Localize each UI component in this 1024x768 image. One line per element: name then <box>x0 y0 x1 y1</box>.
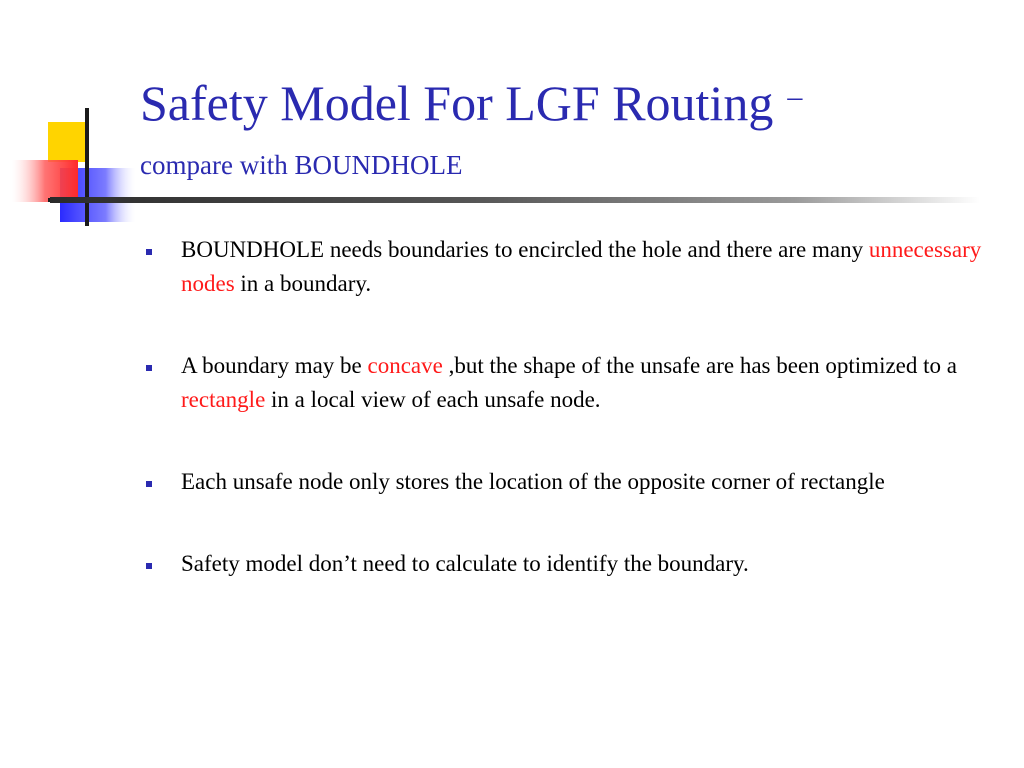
square-bullet-icon <box>146 249 152 255</box>
bullet-item <box>146 233 986 301</box>
title-text: Safety Model For LGF Routing <box>140 75 774 131</box>
slide-title <box>140 75 803 131</box>
bullet-item <box>146 349 986 417</box>
bullet-text: Safety model don’t need to calculate to identify the boundary. <box>181 551 749 576</box>
title-dash: – <box>787 80 803 113</box>
bullet-text: ,but the shape of the unsafe are has been optimized to a <box>442 353 957 378</box>
bullet-text: in a boundary. <box>234 271 372 296</box>
corner-color-block-icon <box>0 0 160 240</box>
square-bullet-icon <box>146 563 152 569</box>
bullet-item <box>146 547 986 581</box>
bullet-text: A boundary may be <box>181 353 368 378</box>
bullet-item <box>146 465 986 499</box>
highlighted-text: unnecessary nodes <box>181 237 982 296</box>
highlighted-text: rectangle <box>181 387 266 412</box>
bullet-list <box>146 233 986 581</box>
bullet-text: BOUNDHOLE needs boundaries to encircled the hole and there are many <box>181 237 869 262</box>
square-bullet-icon <box>146 365 152 371</box>
highlighted-text: concave <box>367 353 443 378</box>
bullet-text: Each unsafe node only stores the location of the opposite corner of rectangle <box>181 469 885 494</box>
slide-subtitle: compare with BOUNDHOLE <box>140 150 463 180</box>
square-bullet-icon <box>146 481 152 487</box>
bullet-text: in a local view of each unsafe node. <box>265 387 601 412</box>
title-divider <box>50 197 980 203</box>
